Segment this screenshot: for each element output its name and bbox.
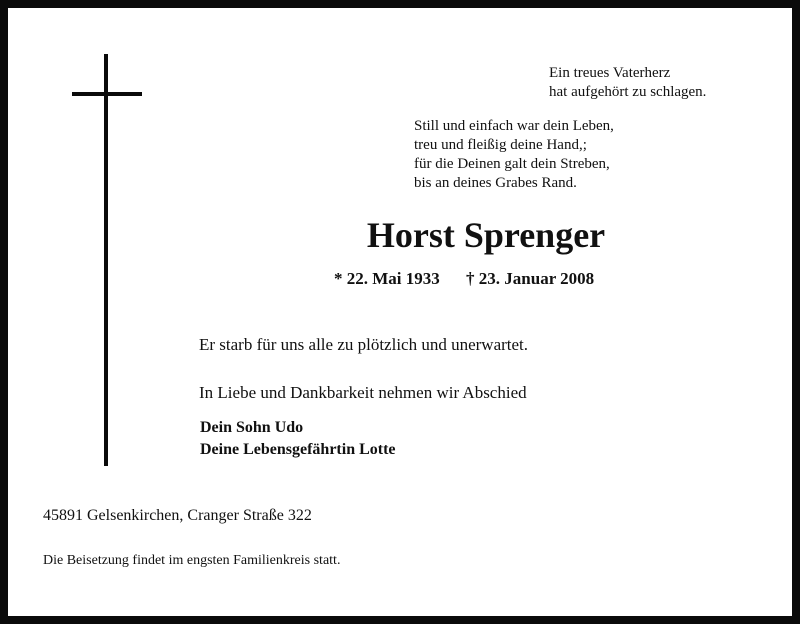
- deceased-name: Horst Sprenger: [366, 215, 606, 255]
- death-date: † 23. Januar 2008: [466, 269, 595, 288]
- verse-line: hat aufgehört zu schlagen.: [549, 84, 707, 100]
- mourner: Deine Lebensgefährtin Lotte: [200, 441, 396, 458]
- verse-poem: [414, 117, 614, 193]
- verse-line: Still und einfach war dein Leben,: [414, 118, 614, 134]
- verse-line: für die Deinen galt dein Streben,: [414, 156, 610, 172]
- mourner: Dein Sohn Udo: [200, 419, 304, 436]
- death-message: Er starb für uns alle zu plötzlich und unerwartet.: [199, 335, 529, 354]
- verse-line: bis an deines Grabes Rand.: [414, 175, 577, 191]
- verse-short: [549, 64, 706, 102]
- life-dates: [334, 269, 594, 289]
- birth-date: * 22. Mai 1933: [334, 269, 440, 288]
- funeral-note: Die Beisetzung findet im engsten Familienkreis statt.: [43, 553, 341, 568]
- mourners-list: [200, 417, 396, 461]
- cross-icon-beam: [72, 92, 142, 96]
- farewell-message: In Liebe und Dankbarkeit nehmen wir Abschied: [199, 383, 527, 402]
- cross-icon: [104, 54, 108, 466]
- verse-line: treu und fleißig deine Hand,;: [414, 137, 587, 153]
- verse-line: Ein treues Vaterherz: [549, 65, 671, 81]
- family-address: 45891 Gelsenkirchen, Cranger Straße 322: [43, 507, 312, 524]
